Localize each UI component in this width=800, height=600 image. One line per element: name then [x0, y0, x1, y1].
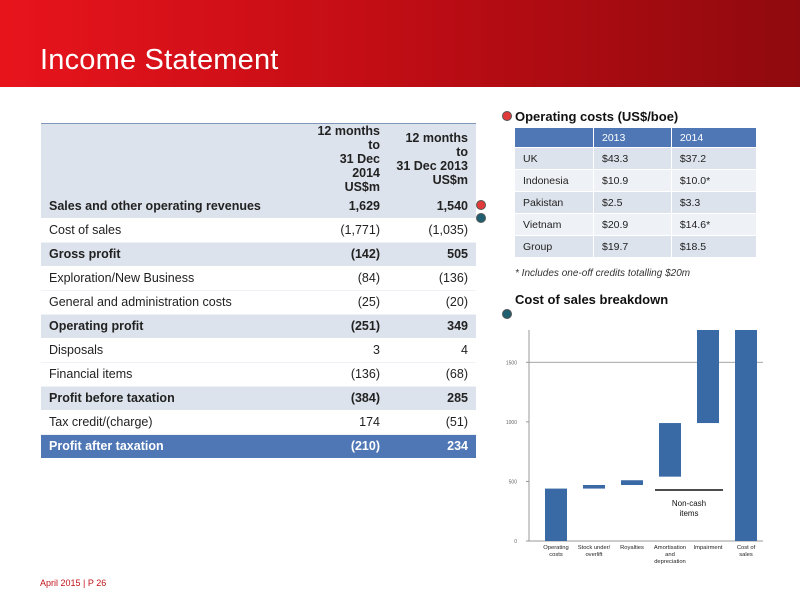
x-tick-label: Operating — [543, 545, 569, 551]
value-2014: $18.5 — [671, 236, 756, 258]
value-2013: (20) — [388, 290, 476, 314]
table-row — [41, 194, 476, 218]
value-2013: $20.9 — [594, 214, 672, 236]
cost-of-sales-chart — [505, 320, 765, 580]
income-statement-table — [41, 123, 476, 458]
row-label: Gross profit — [41, 242, 304, 266]
table-row — [41, 362, 476, 386]
bar — [659, 423, 681, 477]
value-2014: (84) — [304, 266, 388, 290]
row-label: Vietnam — [515, 214, 594, 236]
bar — [735, 330, 757, 541]
opcost-col-label — [515, 128, 594, 148]
row-label: Profit before taxation — [41, 386, 304, 410]
table-row — [515, 148, 757, 170]
row-label: Indonesia — [515, 170, 594, 192]
bar — [621, 480, 643, 485]
value-2014: $10.0* — [671, 170, 756, 192]
opcost-col-2013: 2013 — [594, 128, 672, 148]
operating-costs-table — [514, 128, 757, 258]
value-2013: 505 — [388, 242, 476, 266]
annotation-label: Non-cash — [671, 499, 707, 508]
value-2014: (136) — [304, 362, 388, 386]
value-2014: $3.3 — [671, 192, 756, 214]
value-2014: (251) — [304, 314, 388, 338]
opcost-footnote: * Includes one-off credits totalling $20m — [515, 268, 691, 279]
table-row — [41, 410, 476, 434]
x-tick-label: Cost of — [736, 545, 756, 551]
value-2014: 1,629 — [304, 194, 388, 218]
bullet-red-icon — [502, 111, 512, 121]
row-label: Profit after taxation — [41, 434, 304, 458]
table-row — [41, 386, 476, 410]
x-tick-label: Royalties — [620, 545, 644, 551]
table-row — [41, 338, 476, 362]
row-label: Sales and other operating revenues — [41, 194, 304, 218]
bar — [583, 485, 605, 489]
row-label: Tax credit/(charge) — [41, 410, 304, 434]
opcost-header — [515, 128, 757, 148]
row-label: General and administration costs — [41, 290, 304, 314]
table-row — [41, 290, 476, 314]
value-2013: (136) — [388, 266, 476, 290]
x-tick-label: depreciation — [654, 559, 686, 565]
opcost-col-2014: 2014 — [671, 128, 756, 148]
value-2013: 349 — [388, 314, 476, 338]
x-tick-label: Amortisation — [653, 545, 687, 551]
x-tick-label: and — [665, 552, 675, 558]
value-2014: (25) — [304, 290, 388, 314]
value-2013: (51) — [388, 410, 476, 434]
x-tick-label: Impairment — [693, 545, 723, 551]
value-2014: (142) — [304, 242, 388, 266]
value-2013: $43.3 — [594, 148, 672, 170]
income-col-2013: 12 months to 31 Dec 2013 US$m — [388, 124, 476, 195]
annotation-label: items — [679, 509, 699, 518]
y-tick-label: 0 — [514, 539, 517, 545]
value-2013: (1,035) — [388, 218, 476, 242]
value-2014: $37.2 — [671, 148, 756, 170]
row-label: Pakistan — [515, 192, 594, 214]
value-2013: $19.7 — [594, 236, 672, 258]
table-row — [41, 266, 476, 290]
footer-text: April 2015 | P 26 — [40, 578, 107, 588]
bar — [545, 489, 567, 541]
row-label: Operating profit — [41, 314, 304, 338]
table-row — [41, 218, 476, 242]
income-col-label — [41, 124, 304, 195]
bullet-teal-icon — [502, 309, 512, 319]
table-row — [41, 242, 476, 266]
value-2013: (68) — [388, 362, 476, 386]
x-tick-label: sales — [739, 552, 753, 558]
title-banner — [0, 0, 800, 87]
y-tick-label: 1500 — [505, 360, 517, 367]
value-2014: 3 — [304, 338, 388, 362]
income-col-2014: 12 months to 31 Dec 2014 US$m — [304, 124, 388, 195]
y-tick-label: 500 — [508, 479, 517, 486]
row-label: Financial items — [41, 362, 304, 386]
bar — [697, 330, 719, 423]
bullet-teal-icon — [476, 213, 486, 223]
value-2013: 1,540 — [388, 194, 476, 218]
row-label: UK — [515, 148, 594, 170]
value-2013: 234 — [388, 434, 476, 458]
x-tick-label: overlift — [585, 552, 603, 558]
table-row — [515, 236, 757, 258]
table-row — [41, 434, 476, 458]
x-tick-label: Stock under/ — [577, 545, 611, 551]
value-2014: (1,771) — [304, 218, 388, 242]
table-row — [41, 314, 476, 338]
value-2013: 285 — [388, 386, 476, 410]
value-2014: $14.6* — [671, 214, 756, 236]
income-table-header — [41, 124, 476, 195]
row-label: Group — [515, 236, 594, 258]
chart-title: Cost of sales breakdown — [515, 292, 669, 307]
bullet-red-icon — [476, 200, 486, 210]
value-2013: $10.9 — [594, 170, 672, 192]
opcost-title: Operating costs (US$/boe) — [515, 109, 679, 124]
x-tick-label: costs — [549, 552, 563, 558]
page-title: Income Statement — [40, 44, 279, 76]
table-row — [515, 170, 757, 192]
value-2014: 174 — [304, 410, 388, 434]
value-2014: (384) — [304, 386, 388, 410]
value-2013: $2.5 — [594, 192, 672, 214]
y-tick-label: 1000 — [505, 419, 517, 426]
row-label: Cost of sales — [41, 218, 304, 242]
row-label: Disposals — [41, 338, 304, 362]
table-row — [515, 214, 757, 236]
value-2014: (210) — [304, 434, 388, 458]
value-2013: 4 — [388, 338, 476, 362]
table-row — [515, 192, 757, 214]
row-label: Exploration/New Business — [41, 266, 304, 290]
